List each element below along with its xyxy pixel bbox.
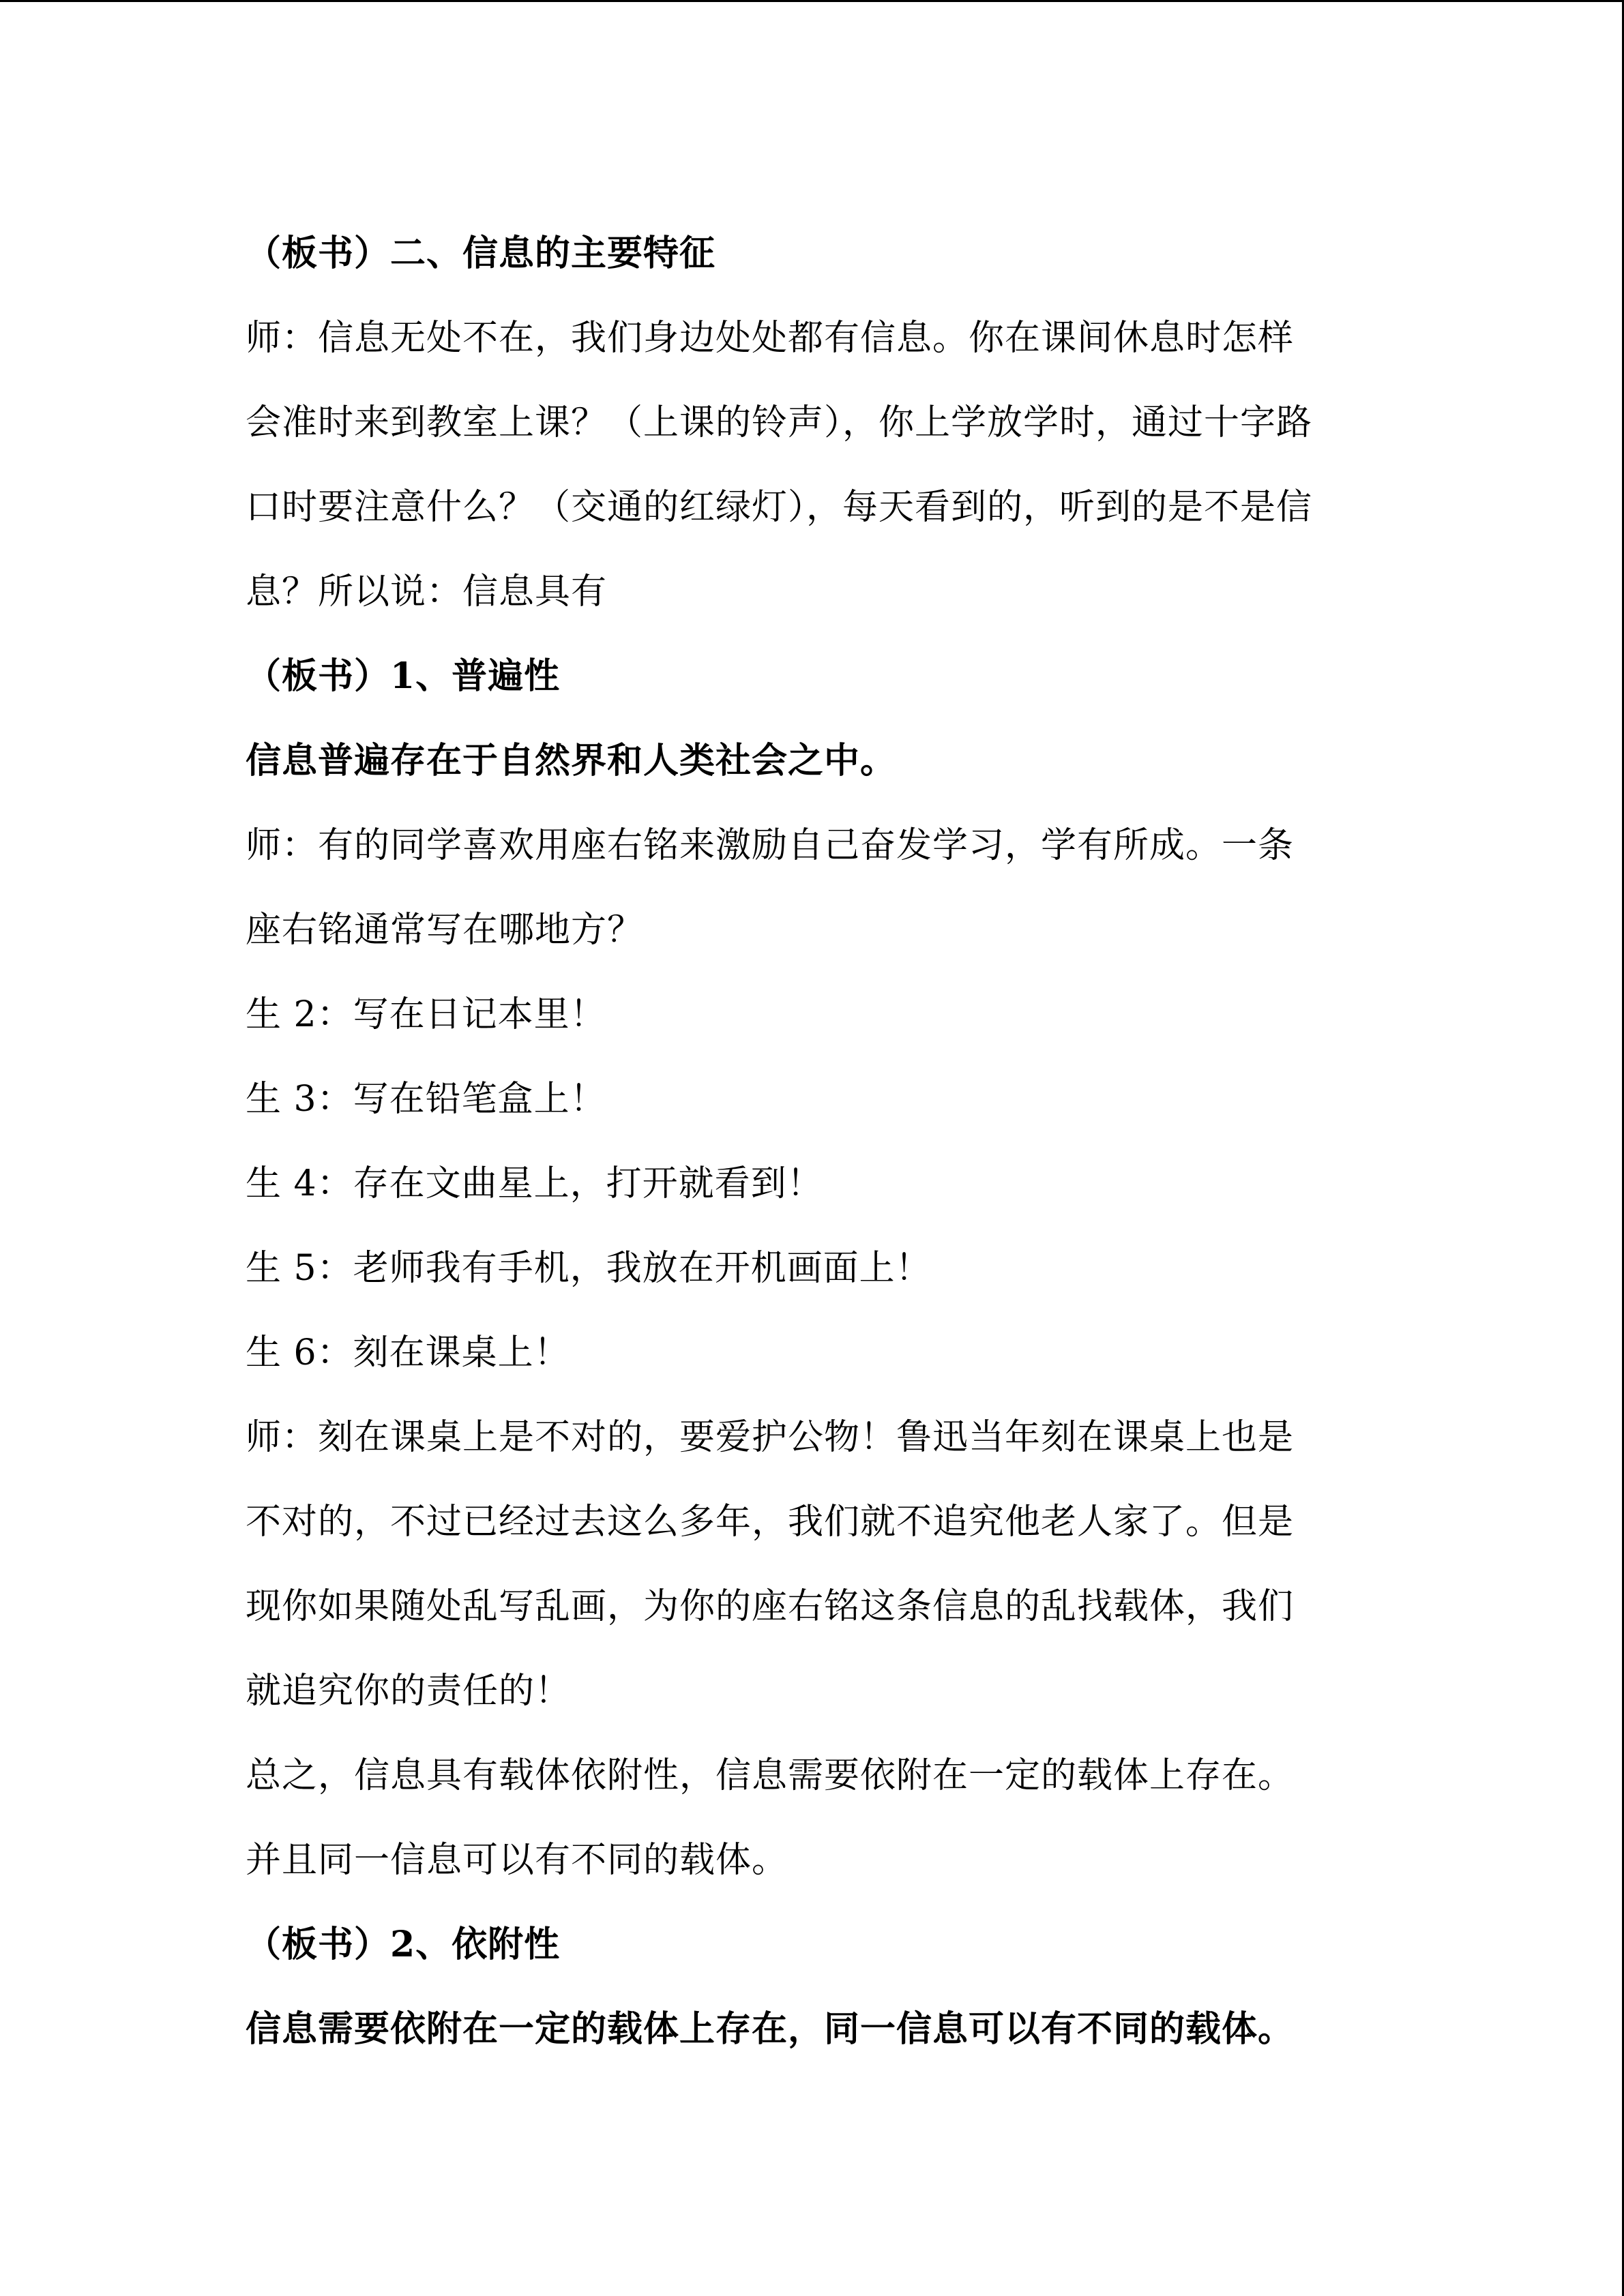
definition-dependency: 信息需要依附在一定的载体上存在，同一信息可以有不同的载体。 xyxy=(246,2008,1295,2050)
student-answer: 生 2：写在日记本里！ xyxy=(246,994,606,1035)
paragraph-line: 现你如果随处乱写乱画，为你的座右铭这条信息的乱找载体，我们 xyxy=(246,1586,1295,1627)
paragraph-line: 就追究你的责任的！ xyxy=(246,1671,572,1712)
paragraph-line: 口时要注意什么？（交通的红绿灯），每天看到的，听到的是不是信 xyxy=(246,487,1313,528)
paragraph-line: 师：有的同学喜欢用座右铭来激励自己奋发学习，学有所成。一条 xyxy=(246,825,1295,866)
definition-universality: 信息普遍存在于自然界和人类社会之中。 xyxy=(246,740,897,781)
paragraph-line: 师：信息无处不在，我们身边处处都有信息。你在课间休息时怎样 xyxy=(246,318,1295,359)
paragraph-line: 息？所以说：信息具有 xyxy=(246,571,608,612)
paragraph-line: 不对的，不过已经过去这么多年，我们就不追究他老人家了。但是 xyxy=(246,1502,1295,1542)
student-answer: 生 6：刻在课桌上！ xyxy=(246,1332,570,1373)
paragraph-line: 会准时来到教室上课？（上课的铃声），你上学放学时，通过十字路 xyxy=(246,402,1313,443)
paragraph-line: 总之，信息具有载体依附性，信息需要依附在一定的载体上存在。 xyxy=(246,1755,1295,1796)
paragraph-line: 座右铭通常写在哪地方？ xyxy=(246,910,644,951)
student-answer: 生 4：存在文曲星上，打开就看到！ xyxy=(246,1163,823,1204)
page-top-border xyxy=(0,0,1624,2)
heading-dependency: （板书）2、依附性 xyxy=(246,1924,561,1965)
paragraph-line: 并且同一信息可以有不同的载体。 xyxy=(246,1840,788,1881)
heading-universality: （板书）1、普遍性 xyxy=(246,655,561,697)
document-body xyxy=(246,211,1391,2072)
heading-main-features: （板书）二、信息的主要特征 xyxy=(246,233,716,274)
student-answer: 生 3：写在铅笔盒上！ xyxy=(246,1079,606,1120)
paragraph-line: 师：刻在课桌上是不对的，要爱护公物！鲁迅当年刻在课桌上也是 xyxy=(246,1417,1295,1458)
student-answer: 生 5：老师我有手机，我放在开机画面上！ xyxy=(246,1248,932,1289)
